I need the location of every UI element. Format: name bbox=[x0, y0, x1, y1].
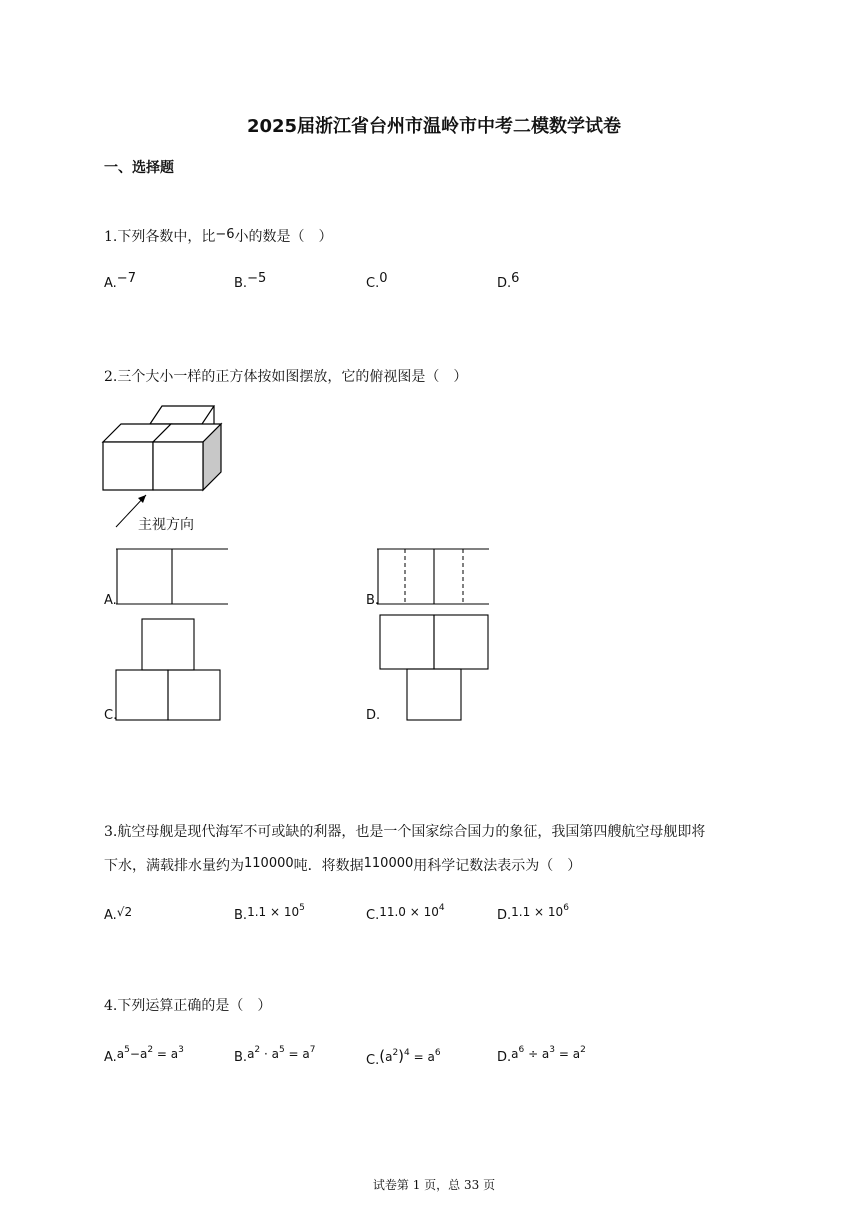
q2-option-a-label[interactable]: A. bbox=[104, 593, 117, 608]
option-label: B. bbox=[234, 908, 248, 923]
option-exponent: 6 bbox=[563, 903, 569, 913]
page-footer: 试卷第 1 页，总 33 页 bbox=[372, 1178, 496, 1192]
option-label: D. bbox=[497, 908, 512, 923]
option-base: 11.0 × 10 bbox=[379, 905, 439, 919]
q1-option-a[interactable] bbox=[104, 271, 136, 291]
section-heading: 一、选择题 bbox=[104, 160, 174, 176]
option-value: −5 bbox=[247, 271, 267, 286]
q3-text: 用科学记数法表示为（ ） bbox=[413, 858, 582, 874]
q3-option-b[interactable] bbox=[234, 903, 305, 923]
q4-option-b[interactable] bbox=[234, 1045, 316, 1065]
page-title: 2025届浙江省台州市温岭市中考二模数学试卷 bbox=[246, 116, 622, 137]
option-label: D. bbox=[497, 276, 512, 291]
q1-stem-pre: 1.下列各数中，比 bbox=[104, 229, 216, 245]
figure-caption: 主视方向 bbox=[138, 517, 194, 533]
q2-option-c-figure[interactable] bbox=[115, 618, 223, 722]
q2-option-d-figure[interactable] bbox=[379, 614, 491, 722]
option-base: 1.1 × 10 bbox=[511, 905, 564, 919]
option-label: A. bbox=[104, 908, 117, 923]
option-base: 1.1 × 10 bbox=[247, 905, 300, 919]
q2-option-d-label[interactable]: D. bbox=[366, 708, 381, 723]
option-expression: $(a^2)^4 = a^6$ bbox=[379, 1047, 441, 1065]
q3-option-c[interactable] bbox=[366, 903, 445, 923]
option-value: 0 bbox=[379, 271, 388, 286]
q3-option-a[interactable] bbox=[104, 905, 133, 923]
option-exponent: 4 bbox=[438, 903, 445, 913]
option-expression: $a^2 \cdot a^5 = a^7$ bbox=[247, 1045, 316, 1061]
option-exponent: 5 bbox=[299, 903, 305, 913]
q3-option-d[interactable] bbox=[497, 903, 569, 923]
q1-option-c[interactable] bbox=[366, 271, 388, 291]
q1-option-b[interactable] bbox=[234, 271, 267, 291]
option-value: −7 bbox=[116, 271, 136, 286]
option-label: C. bbox=[366, 276, 380, 291]
option-label: D. bbox=[497, 1050, 512, 1065]
q4-option-a[interactable] bbox=[104, 1045, 184, 1065]
q2-option-c-label[interactable]: C. bbox=[104, 708, 118, 723]
option-label: B. bbox=[234, 1050, 248, 1065]
q4-option-d[interactable] bbox=[497, 1045, 586, 1065]
q1-stem-number: −6 bbox=[215, 227, 235, 242]
q2-option-b-label[interactable]: B. bbox=[366, 593, 380, 608]
question-4-stem: 4.下列运算正确的是（ ） bbox=[104, 998, 272, 1014]
q1-option-d[interactable] bbox=[497, 271, 520, 291]
option-label: A. bbox=[104, 276, 117, 291]
question-1-stem bbox=[104, 226, 333, 246]
option-label: B. bbox=[234, 276, 248, 291]
q1-stem-post: 小的数是（ ） bbox=[234, 229, 333, 245]
option-expression: $a^6 \div a^3 = a^2$ bbox=[511, 1045, 586, 1061]
q2-option-b-figure[interactable] bbox=[377, 548, 491, 606]
question-3-line-1: 3.航空母舰是现代海军不可或缺的利器，也是一个国家综合国力的象征，我国第四艘航空母舰即将 bbox=[104, 824, 706, 840]
q2-option-a-figure[interactable] bbox=[116, 548, 230, 606]
q3-number: 110000 bbox=[363, 856, 414, 871]
q3-text: 下水，满载排水量约为 bbox=[104, 858, 244, 874]
option-label: C. bbox=[366, 908, 380, 923]
question-2-stem: 2.三个大小一样的正方体按如图摆放，它的俯视图是（ ） bbox=[104, 369, 468, 385]
option-expression: $a^5-a^2 = a^3$ bbox=[116, 1045, 184, 1061]
question-3-line-2 bbox=[104, 855, 581, 875]
q3-number: 110000 bbox=[244, 856, 294, 871]
option-label: C. bbox=[366, 1053, 380, 1068]
option-value: 6 bbox=[511, 271, 520, 286]
q3-text: 吨．将数据 bbox=[293, 858, 364, 874]
q4-option-c[interactable] bbox=[366, 1047, 441, 1068]
option-label: A. bbox=[104, 1050, 117, 1065]
sqrt-expression: √2 bbox=[116, 905, 133, 919]
